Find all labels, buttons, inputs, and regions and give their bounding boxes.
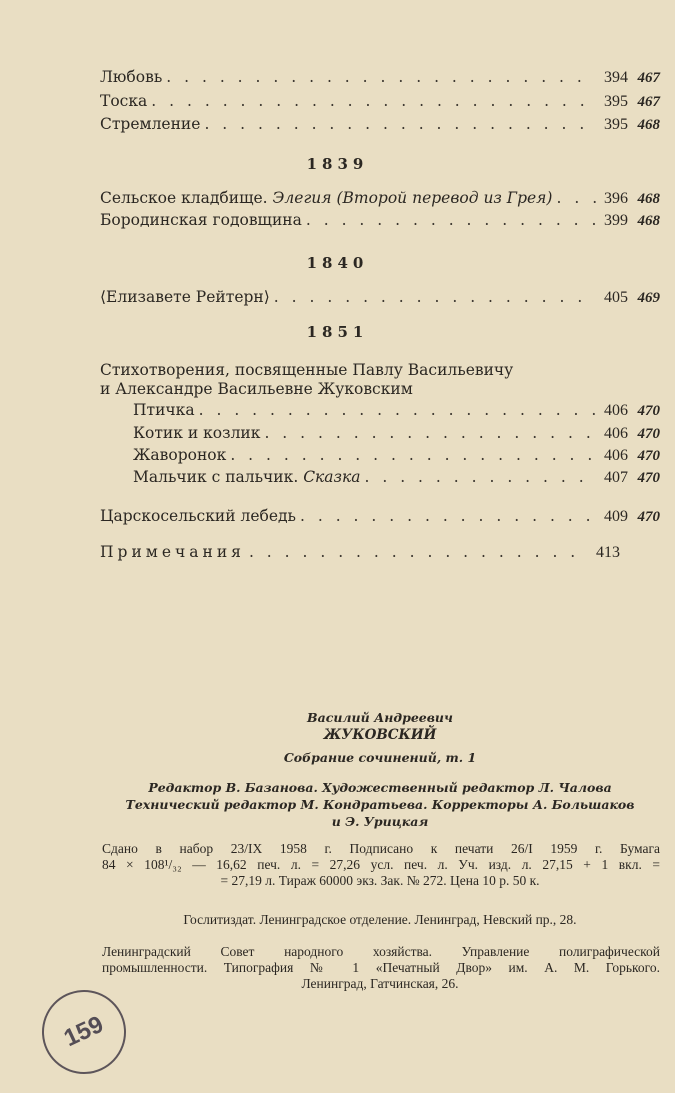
entry-title: Жаворонок: [133, 446, 227, 464]
toc-entry: [100, 115, 660, 135]
print-info: 84 × 108¹/₃₂ — 16,62 печ. л. = 27,26 усл. печ. л. Уч. изд. л. 27,15 + 1 вкл. =: [102, 857, 660, 872]
cycle-title: Стихотворения, посвященные Павлу Васильевичу: [100, 361, 514, 379]
note-page: 469: [637, 290, 660, 306]
entry-subtitle: Элегия (Второй перевод из Грея): [272, 189, 553, 207]
entry-title: Примечания: [100, 543, 245, 561]
dot-leader: [306, 211, 596, 229]
page-number: 395: [604, 116, 628, 133]
page-number: 405: [604, 289, 628, 306]
toc-entry: [133, 401, 660, 421]
year-heading: 1851: [306, 323, 369, 341]
toc-entry: [133, 468, 660, 488]
work-title: Собрание сочинений, т. 1: [283, 750, 477, 765]
page-number: 407: [604, 469, 628, 486]
staff-line: Редактор В. Базанова. Художественный редактор Л. Чалова: [148, 780, 612, 795]
dot-leader: [365, 468, 597, 486]
entry-title: Котик и козлик: [133, 424, 261, 442]
author-surname: ЖУКОВСКИЙ: [323, 727, 437, 743]
print-info: Сдано в набор 23/IX 1958 г. Подписано к печати 26/I 1959 г. Бумага: [102, 841, 660, 856]
page-number: 406: [604, 425, 628, 442]
printer-info: Ленинградский Совет народного хозяйства. Управление полиграфической: [102, 944, 660, 959]
note-page: 467: [637, 94, 660, 110]
toc-entry: [133, 424, 660, 444]
entry-title: Стремление: [100, 115, 201, 133]
cycle-title: и Александре Васильевне Жуковским: [100, 380, 413, 398]
note-page: 470: [637, 509, 660, 525]
entry-title: [100, 189, 556, 207]
note-page: 468: [637, 213, 660, 229]
dot-leader: [166, 68, 596, 86]
note-page: 470: [637, 403, 660, 419]
note-page: 470: [637, 426, 660, 442]
note-page: 468: [637, 191, 660, 207]
toc-entry: [100, 68, 660, 88]
entry-title: Птичка: [133, 401, 195, 419]
library-stamp: [28, 976, 140, 1088]
page-number: 395: [604, 93, 628, 110]
entry-subtitle: Сказка: [303, 468, 361, 486]
publisher: Гослитиздат. Ленинградское отделение. Ленинград, Невский пр., 28.: [183, 912, 577, 927]
dot-leader: [199, 401, 596, 419]
entry-title: Царскосельский лебедь: [100, 507, 296, 525]
dot-leader: [151, 92, 596, 110]
toc-entry: [100, 507, 660, 527]
year-heading: 1840: [306, 254, 369, 272]
toc-entry: [133, 446, 660, 466]
note-page: 467: [637, 70, 660, 86]
page-number: 406: [604, 402, 628, 419]
entry-title: Тоска: [100, 92, 148, 110]
dot-leader: [300, 507, 596, 525]
entry-title: ⟨Елизавете Рейтерн⟩: [100, 288, 270, 306]
stamp-number: 159: [59, 1010, 108, 1053]
printer-info: промышленности. Типография № 1 «Печатный Двор» им. А. М. Горького.: [102, 960, 660, 975]
staff-line: Технический редактор М. Кондратьева. Корректоры А. Большаков: [125, 797, 635, 812]
dot-leader: [274, 288, 596, 306]
staff-line: и Э. Урицкая: [331, 814, 429, 829]
toc-entry: [100, 189, 660, 209]
year-heading: 1839: [306, 155, 369, 173]
dot-leader: [264, 424, 596, 442]
toc-entry: [100, 288, 660, 308]
entry-title: [133, 468, 365, 486]
entry-title-main: Мальчик с пальчик.: [133, 468, 299, 486]
entry-title: Любовь: [100, 68, 163, 86]
toc-entry-notes: [100, 543, 620, 563]
author-name: Василий Андреевич: [307, 710, 453, 725]
page-number: 399: [604, 212, 628, 229]
note-page: 468: [637, 117, 660, 133]
dot-leader: [230, 446, 596, 464]
dot-leader: [556, 189, 596, 207]
toc-entry: [100, 211, 660, 231]
entry-title: Бородинская годовщина: [100, 211, 302, 229]
entry-title-main: Сельское кладбище.: [100, 189, 268, 207]
page-number: 394: [604, 69, 628, 86]
note-page: 470: [637, 470, 660, 486]
note-page: 470: [637, 448, 660, 464]
print-info: = 27,19 л. Тираж 60000 экз. Зак. № 272. Цена 10 р. 50 к.: [220, 873, 540, 888]
page-number: 409: [604, 508, 628, 525]
toc-entry: [100, 92, 660, 112]
page-number: 406: [604, 447, 628, 464]
dot-leader: [249, 543, 588, 561]
printer-info: Ленинград, Гатчинская, 26.: [301, 976, 459, 991]
dot-leader: [204, 115, 596, 133]
page-number: 413: [596, 544, 620, 561]
page-number: 396: [604, 190, 628, 207]
